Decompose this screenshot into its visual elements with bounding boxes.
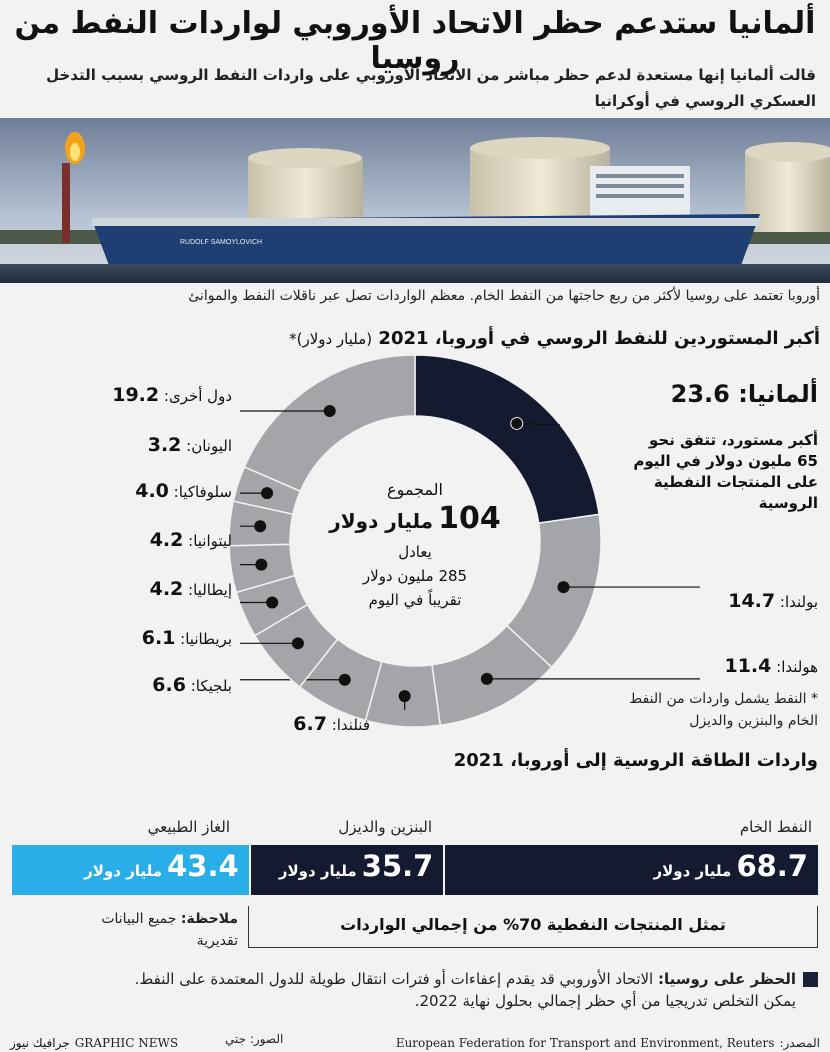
germany-note [608,430,818,514]
photo-caption: أوروبا تعتمد على روسيا لأكثر من ربع حاجتها من النفط الخام. معظم الواردات تصل عبر ناقلات النفط والموانئ [188,288,820,304]
side-note [101,908,238,952]
germany-note-line: الروسية [758,494,818,512]
slice-marker [399,690,411,702]
tanker-illustration [0,118,830,283]
slice-value: 4.2 [149,529,184,551]
germany-note-line: أكبر مستورد، تتفق نحو [648,431,818,449]
oil-products-share-note: تمثل المنتجات النفطية 70% من إجمالي الواردات [248,906,818,948]
donut-center [300,480,530,612]
category-label: النفط الخام [739,818,812,836]
slice-value: 19.2 [112,384,160,406]
slice-marker [339,674,351,686]
germany-highlight [671,380,818,408]
total-equiv-1: يعادل [398,543,432,561]
donut-chart-title [5,328,820,349]
slice-marker [261,487,273,499]
tanker-photo [0,118,830,283]
slice-name: ليتوانيا [193,532,232,550]
slice-label-poland: بولندا: 14.7 [728,590,818,612]
slice-label-greece: اليونان: 3.2 [147,434,232,456]
footnote-line: * النفط يشمل واردات من النفط [629,691,818,707]
credit-text: جتي [225,1032,247,1046]
source-line [396,1032,820,1051]
slice-marker [511,417,523,429]
brand [10,1032,178,1051]
photo-credit [225,1032,283,1046]
germany-note-line: 65 مليون دولار في اليوم [633,452,818,470]
slice-name: إيطاليا [193,581,232,599]
donut-slice [244,355,415,491]
slice-value: 4.2 [149,578,184,600]
germany-value: 23.6 [670,380,730,408]
energy-chart-title: واردات الطاقة الروسية إلى أوروبا، 2021 [453,750,818,771]
brand-en: GRAPHIC NEWS [74,1036,179,1050]
slice-name: بولندا [784,593,818,611]
source-text: European Federation for Transport and Environment, Reuters [395,1036,775,1050]
slice-value: 3.2 [147,434,182,456]
slice-name: فنلندا [336,716,370,734]
slice-label-belgium: بلجيكا: 6.6 [152,674,232,696]
credit-label: الصور: [249,1032,284,1046]
slice-marker [254,520,266,532]
donut-footnote [578,688,818,732]
ban-line: يمكن التخلص تدريجيا من أي حظر إجمالي بحلول نهاية 2022. [414,992,796,1010]
slice-marker [266,597,278,609]
slice-value: 6.6 [152,674,186,696]
bar-unit: مليار دولار [278,862,357,880]
slice-name: سلوفاكيا [178,483,232,501]
slice-value: 6.7 [293,713,327,735]
side-note-label: ملاحظة: [180,911,238,927]
page-subtitle: قالت ألمانيا إنها مستعدة لدعم حظر مباشر من الاتحاد الأوروبي على واردات النفط الروسي بسبب التدخل العسكري الروسي في أوكرانيا [46,66,816,110]
slice-label-slovakia: سلوفاكيا: 4.0 [135,480,232,502]
slice-name: بلجيكا [195,677,232,695]
germany-name: ألمانيا [747,380,818,408]
page-title: ألمانيا ستدعم حظر الاتحاد الأوروبي لواردات النفط من روسيا [14,6,816,76]
bar-unit: مليار دولار [653,862,732,880]
total-unit: مليار دولار [329,509,434,533]
slice-label-others: دول أخرى: 19.2 [112,384,232,406]
side-note-line: تقديرية [196,933,238,949]
slice-value: 14.7 [728,590,776,612]
bar-value: 43.4 [167,849,239,883]
slice-name: هولندا [781,658,818,676]
side-note-line: جميع البيانات [101,911,177,927]
donut-title-text: أكبر المستوردين للنفط الروسي في أوروبا، 2021 [378,328,820,349]
slice-label-finland: فنلندا: 6.7 [293,713,370,735]
germany-heading: ألمانيا: 23.6 [670,380,818,408]
slice-marker [292,637,304,649]
bar-value: 68.7 [736,849,808,883]
slice-value: 11.4 [724,655,772,677]
slice-marker [558,581,570,593]
category-label: الغاز الطبيعي [147,818,230,836]
total-value: 104 [438,501,501,536]
slice-name: اليونان [191,437,232,455]
bar-value-label [653,849,808,883]
total-label: المجموع [387,480,443,499]
ban-marker [803,972,818,987]
ban-text [10,968,796,1012]
bar-value: 35.7 [361,849,434,883]
slice-label-britain: بريطانيا: 6.1 [141,627,232,649]
energy-bar-track [12,845,818,895]
ban-line: الاتحاد الأوروبي قد يقدم إعفاءات أو فترات انتقال طويلة للدول المعتمدة على النفط. [134,970,654,988]
germany-note-line: على المنتجات النفطية [653,473,818,491]
slice-value: 4.0 [135,480,169,502]
bar-value-label [279,849,434,883]
ban-label: الحظر على روسيا: [658,970,796,988]
slice-marker [255,559,267,571]
slice-label-lithuania: ليتوانيا: 4.2 [149,529,232,551]
total-equiv-2: 285 مليون دولار [362,567,468,585]
bar-unit: مليار دولار [84,862,163,880]
total-equiv-3: تقريباً في اليوم [368,591,462,609]
slice-marker [481,673,493,685]
slice-label-italy: إيطاليا: 4.2 [149,578,232,600]
footnote-line: الخام والبنزين والديزل [689,713,818,729]
bar-value-label [84,849,239,883]
slice-name: دول أخرى [168,387,232,405]
category-label: البنزين والديزل [338,818,432,836]
slice-name: بريطانيا [185,630,232,648]
brand-ar: جرافيك نيوز [10,1036,70,1050]
slice-value: 6.1 [141,627,176,649]
slice-marker [324,405,336,417]
source-label: المصدر: [779,1036,820,1050]
donut-title-unit: (مليار دولار)* [289,330,373,348]
total-line [300,501,530,536]
ship-name: RUDOLF SAMOYLOVICH [180,239,263,246]
slice-label-netherlands: هولندا: 11.4 [724,655,818,677]
